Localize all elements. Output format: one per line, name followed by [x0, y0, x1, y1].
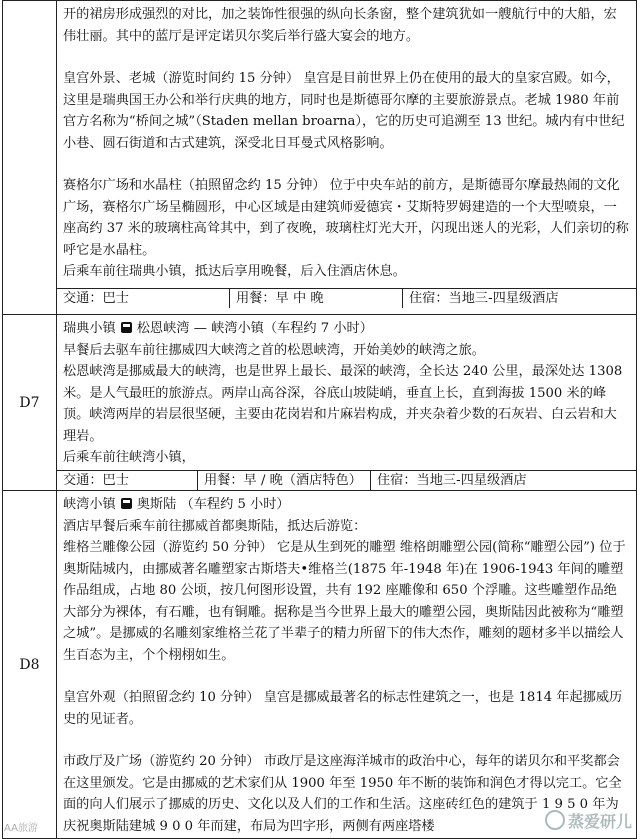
day-label-cell: [3, 1, 57, 315]
day-row-d6: [3, 1, 637, 315]
paragraph: 市政厅及广场（游览约 20 分钟） 市政厅是这座海洋城市的政治中心，每年的诺贝尔和平奖都会在这里颁发。它是由挪威的艺术家们从 1900 年至 1950 年不断的装饰和润色才得以完工。它全面的向人们展示了挪威的历史、文化以及人们的工作和生活。这座砖红色的建筑于 1 9 5 0 年为庆祝奥斯陆建城 9 0 0 年而建，布局为凹字形，两侧有两座塔楼: [63, 754, 622, 834]
wechat-logo-icon: [545, 810, 565, 830]
bus-icon: [121, 498, 132, 509]
paragraph: 早餐后去驱车前往挪威四大峡湾之首的松恩峡湾，开始美妙的峡湾之旅。: [63, 342, 485, 358]
itinerary-table: [2, 0, 637, 839]
day-content-cell: [57, 491, 637, 839]
day-row-d8: [3, 491, 637, 839]
hotel-info: 住宿：当地三-四星级酒店: [402, 289, 636, 308]
route-title: 峡湾小镇 奥斯陆 （车程约 5 小时）: [63, 497, 290, 512]
paragraph: 维格兰雕像公园（游览约 50 分钟） 它是从生到死的雕塑 维格朗雕塑公园(简称“雕塑公园”) 位于奥斯陆城内，由挪威著名雕塑家古斯塔夫•维格兰(1875 年-1948 年)在 1906-1943 年间的雕塑作品组成，占地 80 公顷，按几何图形设置，共有 192 座雕像和 650 个浮雕。这些雕塑作品绝大部分为裸体，有石雕，也有铜雕。据称是当今世界上最大的雕塑公园，奥斯陆因此被称为“雕塑之城”。是挪威的名雕刻家维格兰花了半辈子的精力所留下的伟大杰作，雕刻的题材多半以描绘人生百态为主，个个栩栩如生。: [63, 540, 626, 663]
hotel-info: 住宿：当地三-四星级酒店: [370, 471, 636, 490]
paragraph: 皇宫外景、老城（游览时间约 15 分钟） 皇宫是目前世界上仍在使用的最大的皇家宫殿。如今，这里是瑞典国王办公和举行庆典的地方，同时也是斯德哥尔摩的主要旅游景点。老城 1980 年前官方名称为“桥间之城”（Staden mellan broarna），它的历史可追溯至 13 世纪。城内有中世纪小巷、圆石街道和古式建筑，深受北日耳曼式风格影响。: [63, 71, 625, 151]
paragraph: 皇宫外观（拍照留念约 10 分钟） 皇宫是挪威最著名的标志性建筑之一，也是 1814 年起挪威历史的见证者。: [63, 690, 623, 727]
info-bar: [57, 470, 636, 490]
day-label-cell: D7: [3, 315, 57, 491]
paragraph: 后乘车前往峡湾小镇，: [63, 450, 195, 465]
paragraph: 开的裙房形成强烈的对比，加之装饰性很强的纵向长条窗，整个建筑犹如一艘航行中的大船，宏伟壮丽。其中的蓝厅是评定诺贝尔奖后举行盛大宴会的地方。: [63, 7, 617, 44]
day-row-d7: [3, 315, 637, 491]
day-content-cell: [57, 1, 637, 315]
paragraph: 后乘车前往瑞典小镇，抵达后享用晚餐，后入住酒店休息。: [63, 264, 406, 279]
meals-info: 用餐：早 / 晚（酒店特色）: [197, 471, 370, 490]
transport-info: 交通：巴士: [63, 473, 129, 488]
paragraph: 赛格尔广场和水晶柱（拍照留念约 15 分钟） 位于中央车站的前方，是斯德哥尔摩最热闹的文化广场，赛格尔广场呈椭圆形，中心区域是由建筑师爱德宾・艾斯特罗姆建造的一个大型喷泉，一座高约 37 米的玻璃柱高耸其中，到了夜晚，玻璃柱灯光大开，闪现出迷人的光彩，人们亲切的称呼它是水晶柱。: [63, 178, 629, 258]
route-title: 瑞典小镇 松恩峡湾 — 峡湾小镇（车程约 7 小时）: [63, 321, 373, 336]
watermark-right: 蒸爱研儿: [545, 809, 632, 832]
bus-icon: [121, 322, 132, 333]
info-bar: [57, 288, 636, 308]
watermark-left: AA旅游: [4, 823, 38, 834]
meals-info: 用餐：早 中 晚: [229, 289, 402, 308]
day-content-cell: [57, 315, 637, 491]
transport-info: 交通：巴士: [63, 291, 129, 306]
paragraph: 酒店早餐后乘车前往挪威首都奥斯陆，抵达后游览：: [63, 518, 367, 534]
day-label-cell: D8: [3, 491, 57, 839]
paragraph: 松恩峡湾是挪威最大的峡湾，也是世界上最长、最深的峡湾，全长达 240 公里，最深处达 1308 米。是人气最旺的旅游点。两岸山高谷深，谷底山坡陡峭，垂直上长，直到海拔 1500 米的峰顶。峡湾两岸的岩层很坚硬，主要由花岗岩和片麻岩构成，并夹杂着少数的石灰岩、白云岩和大理岩。: [63, 364, 623, 444]
